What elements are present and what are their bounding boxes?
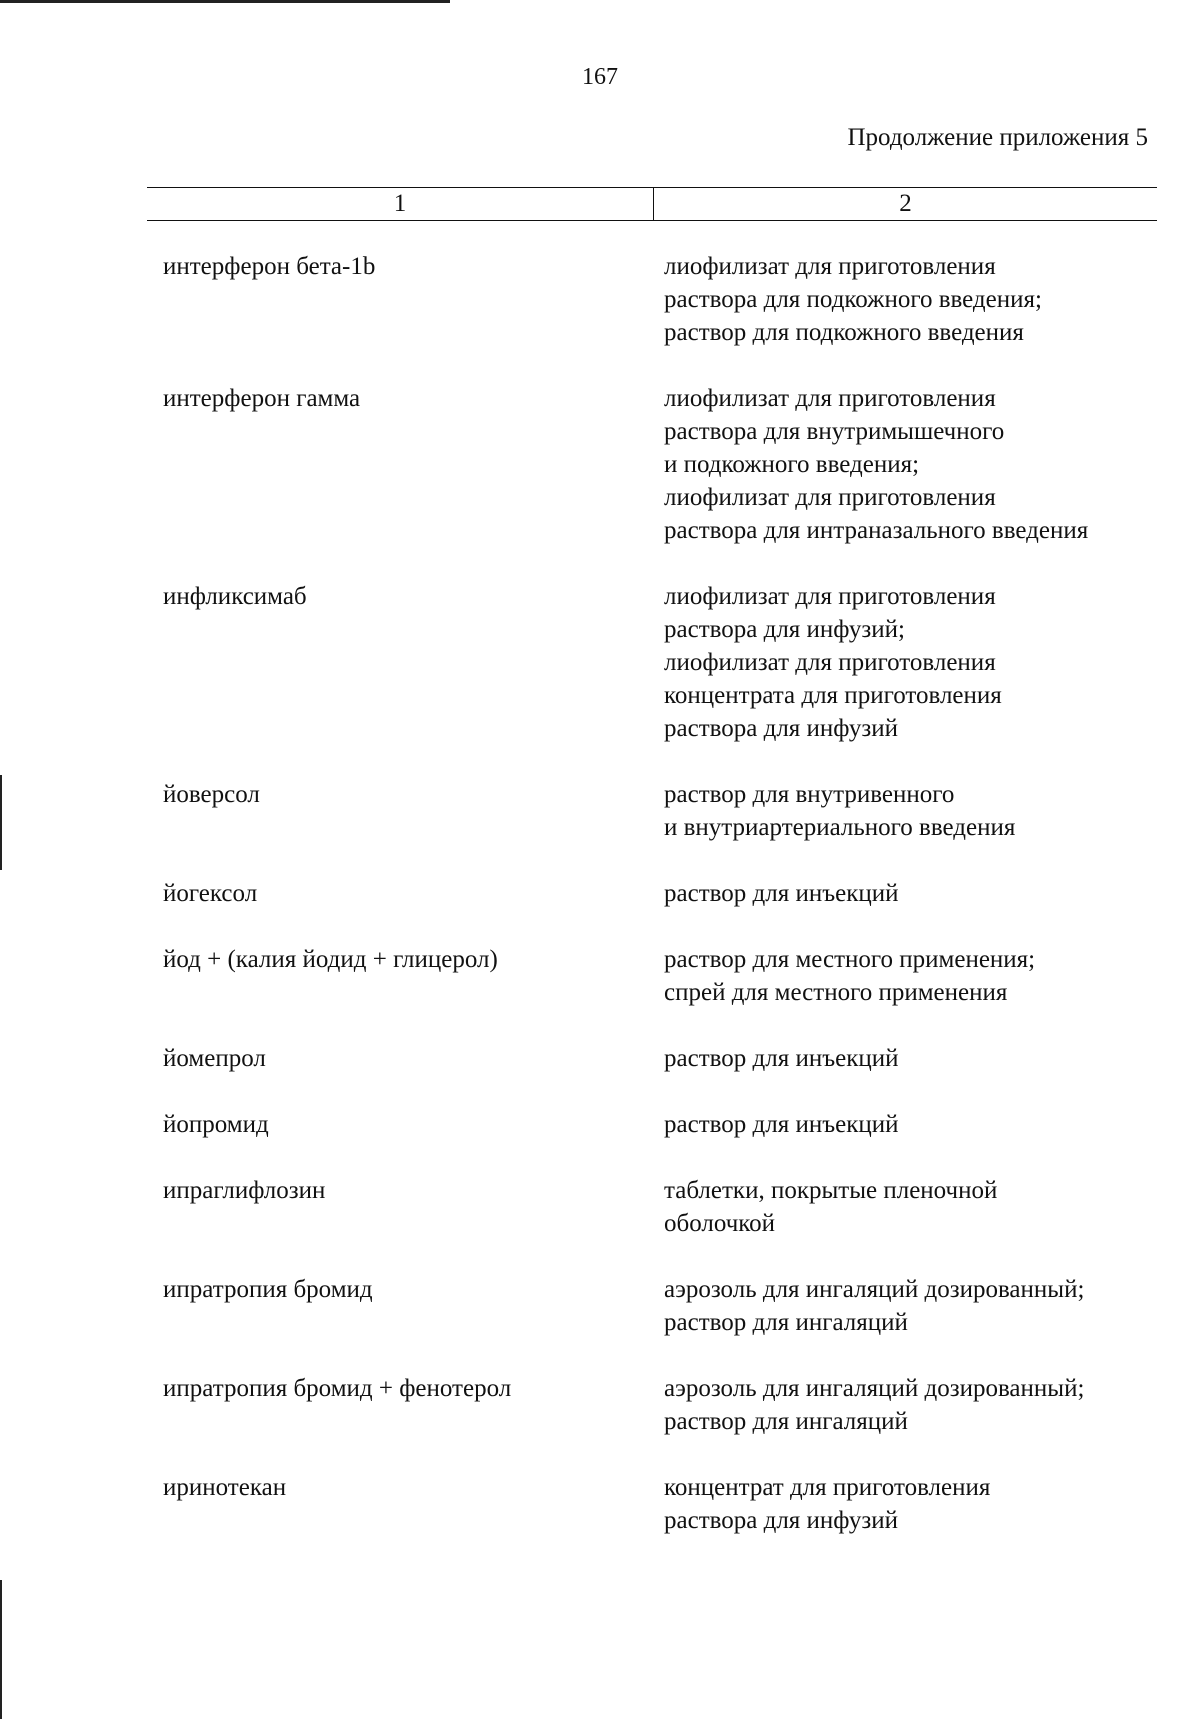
- dosage-forms: [664, 1174, 1163, 1240]
- table-row: [163, 1042, 1163, 1075]
- dosage-forms: [664, 943, 1163, 1009]
- drug-list: [163, 250, 1163, 1537]
- dosage-form-line: раствора для подкожного введения;: [664, 286, 1042, 313]
- dosage-forms: [664, 778, 1163, 844]
- dosage-form-line: раствора для внутримышечного: [664, 418, 1005, 445]
- dosage-form-line: раствор для местного применения;: [664, 946, 1036, 973]
- dosage-form-line: оболочкой: [664, 1210, 776, 1237]
- table-row: [163, 1471, 1163, 1537]
- dosage-form-line: лиофилизат для приготовления: [664, 583, 996, 610]
- table-row: [163, 580, 1163, 745]
- dosage-form-line: аэрозоль для ингаляций дозированный;: [664, 1375, 1085, 1402]
- table-row: [163, 1273, 1163, 1339]
- dosage-form-line: раствора для инфузий: [664, 715, 899, 742]
- table-row: [163, 943, 1163, 1009]
- scan-edge-left-upper: [0, 775, 2, 870]
- dosage-form-line: лиофилизат для приготовления: [664, 385, 996, 412]
- drug-name: ипратропия бромид: [163, 1276, 373, 1303]
- dosage-forms: [664, 1471, 1163, 1537]
- drug-name: интерферон бета-1b: [163, 253, 376, 280]
- column-header-1: 1: [393, 190, 407, 217]
- drug-name: йод + (калия йодид + глицерол): [163, 946, 498, 973]
- dosage-forms: [664, 382, 1163, 547]
- dosage-form-line: раствор для инъекций: [664, 880, 899, 907]
- table-row: [163, 250, 1163, 349]
- dosage-form-line: раствор для подкожного введения: [664, 319, 1024, 346]
- table-row: [163, 1372, 1163, 1438]
- dosage-form-line: концентрата для приготовления: [664, 682, 1002, 709]
- dosage-form-line: лиофилизат для приготовления: [664, 253, 996, 280]
- drug-name: йомепрол: [163, 1045, 266, 1072]
- drug-name: ипраглифлозин: [163, 1177, 326, 1204]
- dosage-forms: [664, 1372, 1163, 1438]
- table-row: [163, 382, 1163, 547]
- drug-name: йопромид: [163, 1111, 269, 1138]
- table-top-rule: [147, 187, 1157, 188]
- drug-name: интерферон гамма: [163, 385, 361, 412]
- scan-edge-left-lower: [0, 1580, 2, 1719]
- dosage-form-line: раствора для инфузий;: [664, 616, 905, 643]
- table-row: [163, 1108, 1163, 1141]
- continuation-label: Продолжение приложения 5: [847, 124, 1148, 151]
- dosage-form-line: раствор для инъекций: [664, 1111, 899, 1138]
- dosage-forms: [664, 1108, 1163, 1141]
- dosage-forms: [664, 250, 1163, 349]
- dosage-form-line: и подкожного введения;: [664, 451, 920, 478]
- dosage-form-line: аэрозоль для ингаляций дозированный;: [664, 1276, 1085, 1303]
- drug-name: ипратропия бромид + фенотерол: [163, 1375, 512, 1402]
- dosage-form-line: раствор для инъекций: [664, 1045, 899, 1072]
- dosage-form-line: лиофилизат для приготовления: [664, 484, 996, 511]
- dosage-form-line: раствор для ингаляций: [664, 1408, 908, 1435]
- drug-name: йоверсол: [163, 781, 260, 808]
- table-row: [163, 1174, 1163, 1240]
- dosage-form-line: лиофилизат для приготовления: [664, 649, 996, 676]
- dosage-form-line: раствор для ингаляций: [664, 1309, 908, 1336]
- dosage-form-line: спрей для местного применения: [664, 979, 1008, 1006]
- column-header-2: 2: [899, 190, 912, 217]
- scan-edge-top: [0, 0, 450, 3]
- drug-name: инфликсимаб: [163, 583, 307, 610]
- dosage-form-line: раствора для инфузий: [664, 1507, 899, 1534]
- drug-name: йогексол: [163, 880, 258, 907]
- table-row: [163, 778, 1163, 844]
- dosage-forms: [664, 1042, 1163, 1075]
- table-row: [163, 877, 1163, 910]
- dosage-form-line: таблетки, покрытые пленочной: [664, 1177, 998, 1204]
- drug-name: иринотекан: [163, 1474, 287, 1501]
- dosage-form-line: концентрат для приготовления: [664, 1474, 991, 1501]
- dosage-forms: [664, 580, 1163, 745]
- page-number: 167: [582, 64, 618, 90]
- dosage-form-line: раствор для внутривенного: [664, 781, 955, 808]
- dosage-forms: [664, 1273, 1163, 1339]
- dosage-form-line: раствора для интраназального введения: [664, 517, 1089, 544]
- table-header-rule: [147, 220, 1157, 221]
- dosage-forms: [664, 877, 1163, 910]
- dosage-form-line: и внутриартериального введения: [664, 814, 1016, 841]
